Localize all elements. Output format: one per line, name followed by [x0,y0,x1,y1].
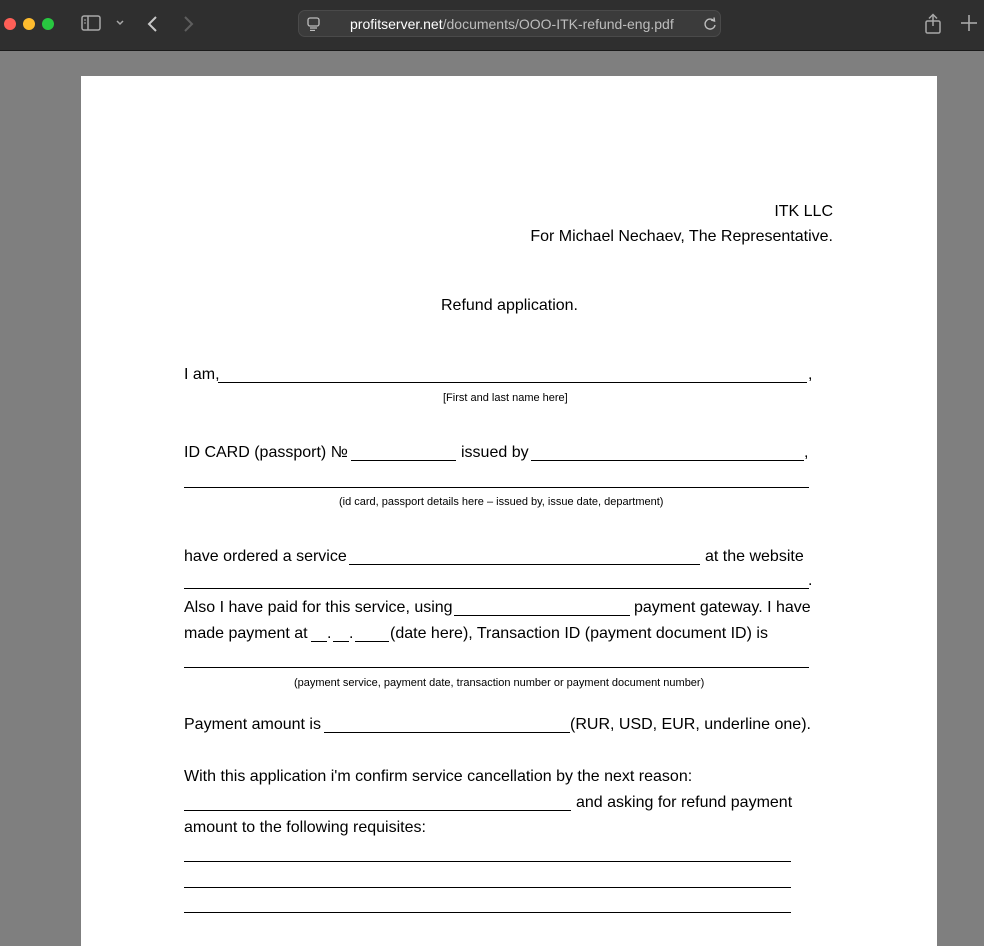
back-icon[interactable] [146,14,160,38]
amount-line [324,732,570,733]
date-day-line [311,641,327,642]
zoom-window-button[interactable] [42,18,54,30]
page-icon [307,17,321,36]
browser-toolbar [0,0,984,51]
chevron-down-icon[interactable] [115,15,125,35]
refund-label: and asking for refund payment [576,794,793,811]
service-line [349,564,700,565]
id-card-label: ID CARD (passport) № [184,444,348,461]
share-icon[interactable] [924,13,942,39]
currency-label: (RUR, USD, EUR, underline one). [570,716,811,733]
address-bar[interactable] [298,10,721,37]
website-period: . [808,572,813,589]
requisites-line-1 [184,861,791,862]
i-am-label: I am, [184,366,220,383]
date-dot-2: . [349,625,354,642]
date-month-line [333,641,349,642]
website-label: at the website [705,548,804,565]
gateway-line [454,615,630,616]
issued-by-line [531,460,804,461]
id-comma: , [804,444,809,461]
reason-line [184,810,571,811]
payment-gateway-label: payment gateway. I have [634,599,811,616]
transaction-label: (date here), Transaction ID (payment document ID) is [390,625,768,642]
i-am-comma: , [808,366,813,383]
reload-icon[interactable] [703,16,717,37]
id-caption: (id card, passport details here – issued by, issue date, department) [339,496,664,508]
new-tab-icon[interactable] [960,14,978,36]
date-year-line [355,641,389,642]
url-text[interactable] [350,16,674,32]
page-title: Refund application. [441,297,578,314]
requisites-line-2 [184,887,791,888]
company-name: ITK LLC [774,203,833,220]
issued-by-label: issued by [461,444,529,461]
amount-label: Payment amount is [184,716,321,733]
made-payment-label: made payment at [184,625,308,642]
url-host: profitserver.net [350,16,443,32]
website-line [184,588,809,589]
reason-label: With this application i'm confirm service cancellation by the next reason: [184,768,693,785]
forward-icon[interactable] [181,14,195,38]
id-number-line [351,460,456,461]
requisites-line-3 [184,912,791,913]
minimize-window-button[interactable] [23,18,35,30]
id-details-line [184,487,809,488]
close-window-button[interactable] [4,18,16,30]
requisites-label: amount to the following requisites: [184,819,426,836]
addressee: For Michael Nechaev, The Representative. [530,228,833,245]
ordered-service-label: have ordered a service [184,548,347,565]
date-dot-1: . [327,625,332,642]
name-caption: [First and last name here] [443,392,568,404]
paid-using-label: Also I have paid for this service, using [184,599,453,616]
transaction-line [184,667,809,668]
url-path: /documents/OOO-ITK-refund-eng.pdf [442,16,674,32]
sidebar-icon[interactable] [81,15,101,35]
payment-caption: (payment service, payment date, transaction number or payment document number) [294,677,705,689]
name-line [218,382,807,383]
pdf-page [81,76,937,946]
